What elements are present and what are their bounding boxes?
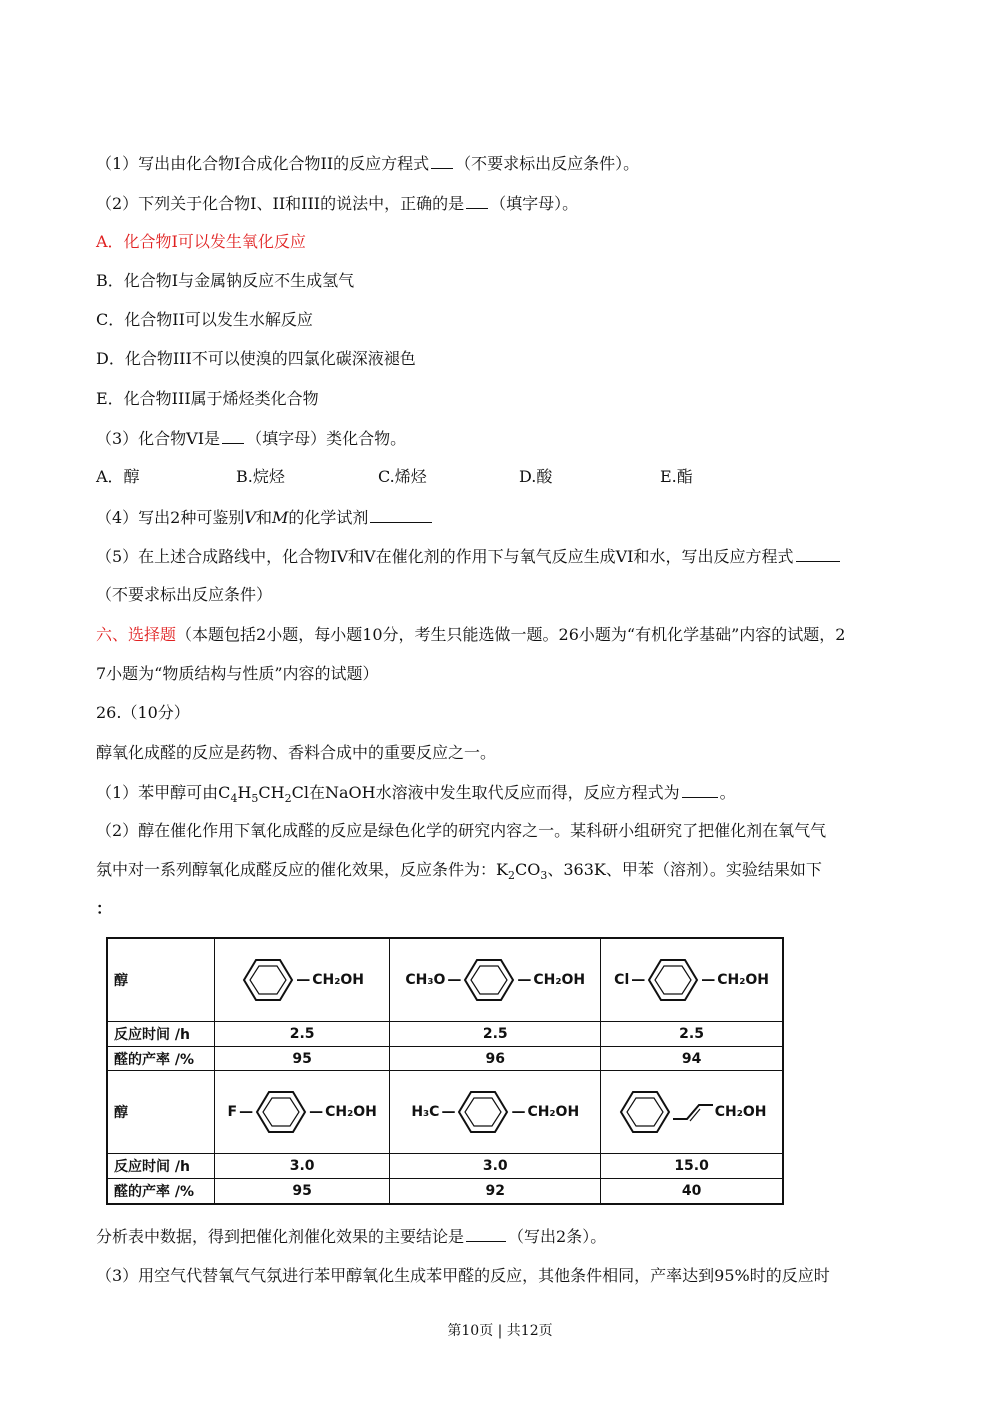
question-sub5-cont: （不要求标出反应条件）: [96, 585, 273, 604]
analysis-line: 分析表中数据，得到把催化剂催化效果的主要结论是 （写出2条）。: [96, 1227, 607, 1246]
benzene-ring-icon: [619, 1088, 671, 1136]
yield-value: 95: [215, 1179, 390, 1204]
vinyl-bond-icon: [673, 1097, 713, 1127]
page-footer: 第10页 | 共12页: [447, 1323, 553, 1339]
q26-sub2: （2）醇在催化作用下氧化成醛的反应是绿色化学的研究内容之一。某科研小组研究了把催化剂在氧气气: [96, 821, 827, 840]
q26-sub3: （3）用空气代替氧气气氛进行苯甲醇氧化生成苯甲醛的反应，其他条件相同，产率达到95%时的反应时: [96, 1266, 830, 1285]
option-c: C．化合物II可以发生水解反应: [96, 310, 313, 329]
time-value: 2.5: [215, 1022, 390, 1047]
row-label-yield: 醛的产率 /%: [107, 1046, 215, 1071]
benzene-ring-icon: [463, 956, 515, 1004]
yield-value: 94: [601, 1046, 783, 1071]
option-d: D．化合物III不可以使溴的四氯化碳深液褪色: [96, 349, 416, 368]
choice-b: B.烷烃: [236, 467, 285, 486]
option-a: A．化合物I可以发生氧化反应: [96, 232, 306, 251]
benzene-ring-icon: [647, 956, 699, 1004]
time-value: 2.5: [390, 1022, 601, 1047]
question-intro: 醇氧化成醛的反应是药物、香料合成中的重要反应之一。: [96, 743, 497, 762]
alcohol-cell: Cl — — CH₂OH: [601, 938, 783, 1022]
question-sub5: （5）在上述合成路线中，化合物IV和V在催化剂的作用下与氧气反应生成VI和水，写出反应方程式: [96, 545, 842, 568]
question-sub1: （1）写出由化合物I合成化合物II的反应方程式 （不要求标出反应条件）。: [96, 154, 640, 173]
time-value: 2.5: [601, 1022, 783, 1047]
time-value: 3.0: [215, 1154, 390, 1179]
choice-c: C.烯烃: [378, 467, 427, 486]
alcohol-cell: CH₃O — — CH₂OH: [390, 938, 601, 1022]
question-sub3: （3）化合物VI是 （填字母）类化合物。: [96, 429, 407, 448]
q26-sub2-colon: ：: [96, 899, 113, 918]
row-label-time: 反应时间 /h: [107, 1022, 215, 1047]
row-label-alcohol: 醇: [107, 1071, 215, 1154]
benzene-ring-icon: [457, 1088, 509, 1136]
alcohol-cell: CH₂OH: [601, 1071, 783, 1154]
time-value: 3.0: [390, 1154, 601, 1179]
alcohol-cell: — CH₂OH: [215, 938, 390, 1022]
yield-value: 40: [601, 1179, 783, 1204]
question-sub2: （2）下列关于化合物I、II和III的说法中，正确的是 （填字母）。: [96, 194, 579, 213]
q26-sub2-cont: 氛中对一系列醇氧化成醛反应的催化效果，反应条件为：$K_2CO_3$、363K、甲苯（溶剂）。实验结果如下: [96, 860, 822, 883]
option-b: B．化合物I与金属钠反应不生成氢气: [96, 271, 355, 290]
benzene-ring-icon: [255, 1088, 307, 1136]
alcohol-cell: F — — CH₂OH: [215, 1071, 390, 1154]
question-sub4: （4）写出2种可鉴别V和M的化学试剂: [96, 506, 434, 529]
yield-value: 92: [390, 1179, 601, 1204]
row-label-yield: 醛的产率 /%: [107, 1179, 215, 1204]
yield-value: 96: [390, 1046, 601, 1071]
yield-value: 95: [215, 1046, 390, 1071]
choices-row: [96, 466, 693, 488]
results-table: [106, 937, 784, 1205]
row-label-time: 反应时间 /h: [107, 1154, 215, 1179]
choice-e: E.酯: [660, 467, 693, 486]
choice-a: A．醇: [96, 467, 140, 486]
option-e: E．化合物III属于烯烃类化合物: [96, 389, 319, 408]
row-label-alcohol: 醇: [107, 938, 215, 1022]
section-heading: 六、选择题（本题包括2小题，每小题10分，考生只能选做一题。26小题为“有机化学基础”内容的试题，2: [96, 625, 846, 644]
q26-sub1: （1）苯甲醇可由$C_4H_5CH_2Cl$在NaOH水溶液中发生取代反应而得，反应方程式为 。: [96, 783, 736, 806]
alcohol-cell: H₃C — — CH₂OH: [390, 1071, 601, 1154]
question-number: 26.（10分）: [96, 703, 190, 722]
section-desc-cont: 7小题为“物质结构与性质”内容的试题）: [96, 664, 379, 683]
benzene-ring-icon: [242, 956, 294, 1004]
time-value: 15.0: [601, 1154, 783, 1179]
choice-d: D.酸: [519, 467, 553, 486]
